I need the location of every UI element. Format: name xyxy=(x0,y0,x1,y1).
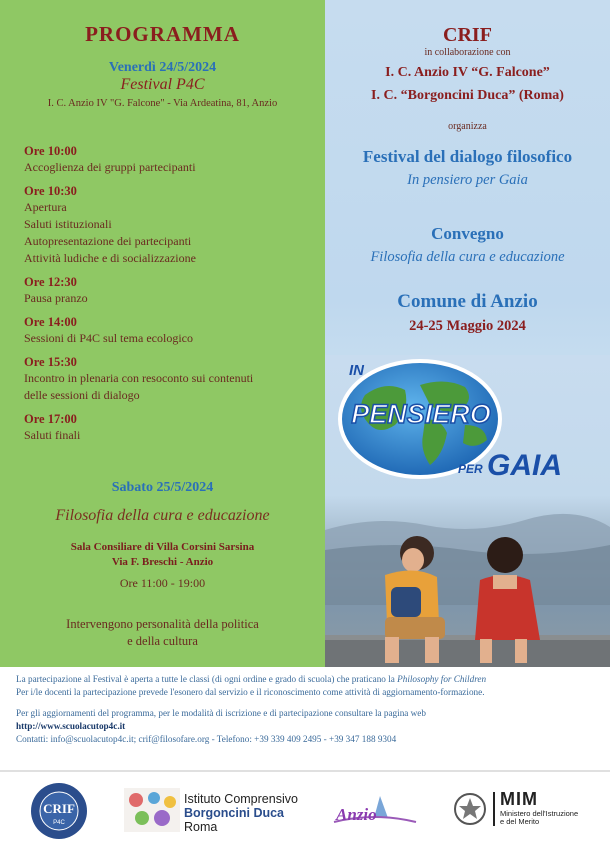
footer-divider xyxy=(0,770,610,772)
schedule-item xyxy=(24,412,314,444)
organizes-note: organizza xyxy=(448,121,487,132)
anzio-logo-text: Anzio xyxy=(336,805,377,824)
guests-line: Intervengono personalità della politica xyxy=(66,617,259,631)
schedule-text: Saluti finali xyxy=(24,428,81,442)
conference-title: Convegno xyxy=(431,224,504,243)
festival-title: Festival del dialogo filosofico xyxy=(362,147,573,166)
schedule-text: Saluti istituzionali xyxy=(24,217,112,231)
mim-title: MIM xyxy=(500,789,538,809)
crif-logo-sub: P4C xyxy=(53,820,65,826)
schedule-time: Ore 10:30 xyxy=(24,184,77,198)
schedule-text: Attività ludiche e di socializzazione xyxy=(24,251,196,265)
schedule-time: Ore 17:00 xyxy=(24,412,77,426)
festival-subtitle: In pensiero per Gaia xyxy=(407,172,528,188)
mim-divider xyxy=(493,792,495,826)
school-1: I. C. Anzio IV “G. Falcone” xyxy=(385,65,550,80)
website-link[interactable]: http://www.scuolacutop4c.it xyxy=(16,721,126,731)
conference-subtitle: Filosofia della cura e educazione xyxy=(370,249,565,265)
schedule-item xyxy=(24,355,314,404)
schedule-list xyxy=(24,144,314,452)
guests-note xyxy=(0,616,325,650)
collab-note: in collaborazione con xyxy=(424,47,511,58)
venue xyxy=(0,540,325,570)
day1-address: I. C. Anzio IV "G. Falcone" - Via Ardeatina, 81, Anzio xyxy=(47,98,278,109)
schedule-item xyxy=(24,184,314,267)
schedule-text: delle sessioni di dialogo xyxy=(24,388,140,402)
day2-theme: Filosofia della cura e educazione xyxy=(55,507,270,524)
anzio-logo xyxy=(330,792,420,830)
schedule-text: Autopresentazione dei partecipanti xyxy=(24,234,192,248)
event-photo xyxy=(325,355,610,667)
venue-street: Via F. Breschi - Anzio xyxy=(111,556,214,568)
schedule-text: Sessioni di P4C sul tema ecologico xyxy=(24,331,193,345)
day1-date: Venerdì 24/5/2024 xyxy=(108,60,217,75)
schedule-item xyxy=(24,315,314,347)
day2-date: Sabato 25/5/2024 xyxy=(111,480,214,495)
updates-note: Per gli aggiornamenti del programma, per le modalità di iscrizione e di partecipazione consultare la pagina web xyxy=(16,708,426,718)
school-2: I. C. “Borgoncini Duca” (Roma) xyxy=(371,88,564,103)
schedule-text: Incontro in plenaria con resoconto sui contenuti xyxy=(24,371,254,385)
schedule-text: Pausa pranzo xyxy=(24,291,88,305)
event-dates: 24-25 Maggio 2024 xyxy=(409,318,526,334)
organizer-name: CRIF xyxy=(443,24,492,46)
schedule-item xyxy=(24,144,314,176)
logo-per-text: PER xyxy=(458,462,483,476)
school-logo-text: Istituto Comprensivo Borgoncini Duca Roma xyxy=(184,792,298,834)
crif-logo-text: CRIF xyxy=(43,801,75,816)
schedule-time: Ore 10:00 xyxy=(24,144,77,158)
logo-pensiero-text: PENSIERO xyxy=(351,399,491,429)
schedule-text: Apertura xyxy=(24,200,67,214)
schedule-item xyxy=(24,275,314,307)
footer-info xyxy=(16,673,606,746)
day1-event: Festival P4C xyxy=(120,76,205,93)
schedule-time: Ore 12:30 xyxy=(24,275,77,289)
venue-name: Sala Consiliare di Villa Corsini Sarsina xyxy=(70,541,255,553)
participation-note: La partecipazione al Festival è aperta a tutte le classi (di ogni ordine e grado di scuola) che praticano la Philosophy for Children xyxy=(16,674,487,684)
schedule-text: Accoglienza dei gruppi partecipanti xyxy=(24,160,196,174)
logo-in-text: IN xyxy=(349,362,364,379)
crif-logo xyxy=(30,782,88,840)
schedule-time: Ore 14:00 xyxy=(24,315,77,329)
program-title: PROGRAMMA xyxy=(85,22,240,46)
logo-gaia-text: GAIA xyxy=(487,449,562,482)
day2-time: Ore 11:00 - 19:00 xyxy=(119,576,206,590)
p4c-term: Philosophy for Children xyxy=(397,674,487,684)
city-title: Comune di Anzio xyxy=(397,291,538,312)
italy-emblem-icon xyxy=(450,790,490,828)
schedule-time: Ore 15:30 xyxy=(24,355,77,369)
contacts-line: Contatti: info@scuolacutop4c.it; crif@filosofare.org - Telefono: +39 339 409 2495 - +39 347 188 9304 xyxy=(16,734,397,744)
teachers-note: Per i/le docenti la partecipazione prevede l'esonero dal servizio e il riconoscimento come attività di aggiornamento-formazione. xyxy=(16,687,485,697)
school-logo-image xyxy=(124,788,180,832)
guests-line: e della cultura xyxy=(127,634,198,648)
mim-logo: MIM Ministero dell'Istruzione e del Merito xyxy=(500,789,579,826)
